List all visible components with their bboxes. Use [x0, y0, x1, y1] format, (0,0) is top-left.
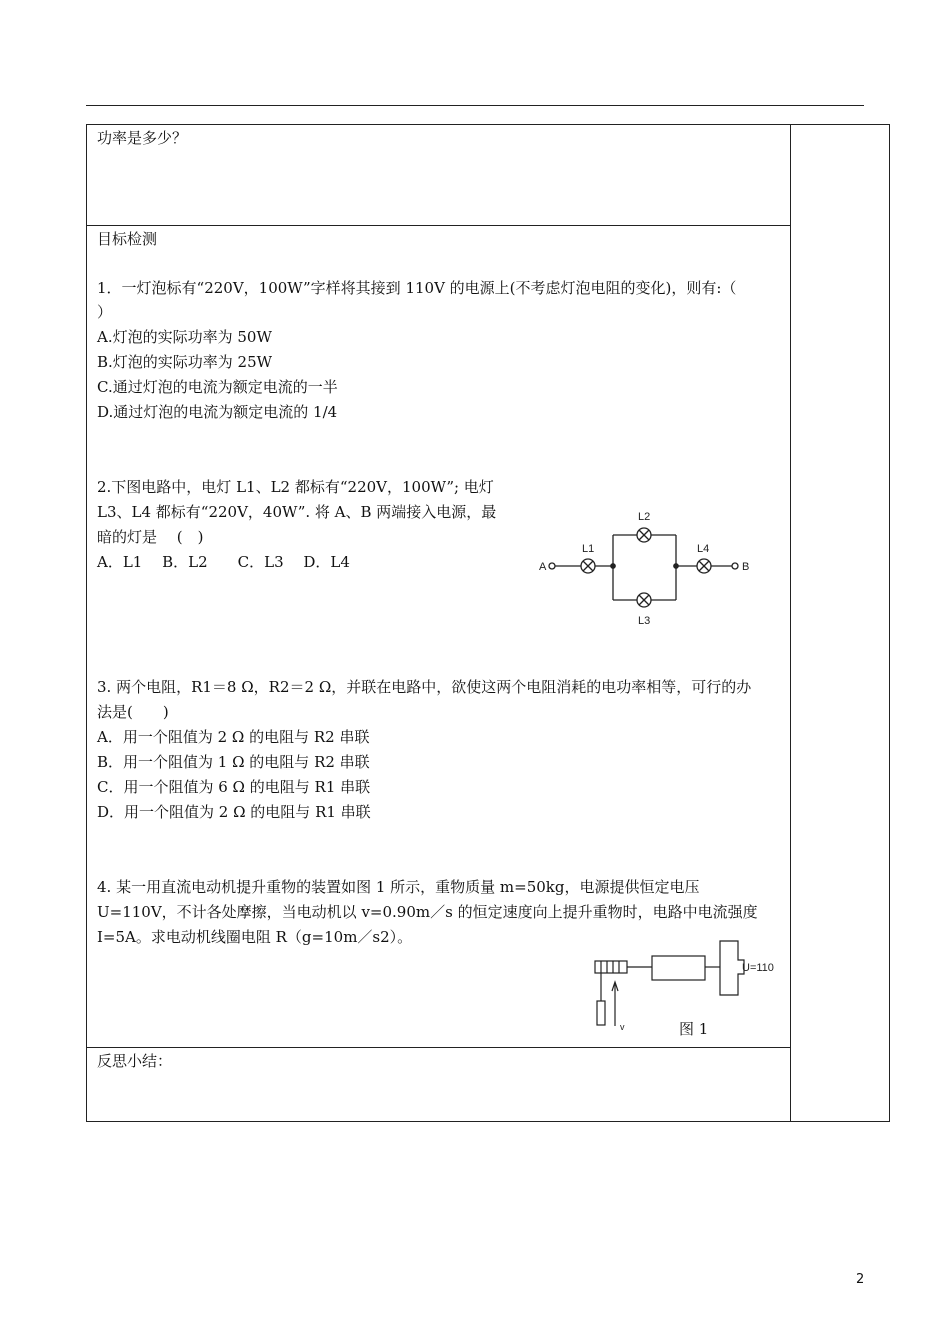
- row-divider: [87, 1047, 790, 1048]
- q4-stem: I=5A。求电动机线圈电阻 R（g=10m／s2）。: [97, 928, 413, 946]
- prev-question-tail: 功率是多少？: [97, 129, 188, 147]
- section-title-reflection: 反思小结：: [97, 1052, 173, 1070]
- q1-stem: 1．一灯泡标有“220V，100W”字样将其接到 110V 的电源上(不考虑灯泡电阻的变化)，则有:（: [97, 279, 737, 297]
- section-title-target-check: 目标检测: [97, 230, 158, 248]
- velocity-label: v: [620, 1022, 625, 1032]
- voltage-label: U=110: [742, 962, 774, 974]
- q2-stem: 2.下图电路中，电灯 L1、L2 都标有“220V，100W”; 电灯: [97, 478, 494, 496]
- lamp-l1-label: L1: [582, 543, 595, 555]
- terminal-a-label: A: [539, 561, 547, 573]
- figure-caption: 图 1: [679, 1020, 709, 1038]
- terminal-b-icon: [732, 563, 738, 569]
- page-number: 2: [856, 1272, 865, 1287]
- notes-column-divider: [790, 125, 791, 1121]
- lamp-l4-label: L4: [697, 543, 710, 555]
- q3-option-b: B．用一个阻值为 1 Ω 的电阻与 R2 串联: [97, 753, 370, 771]
- lamp-l2-label: L2: [638, 511, 651, 523]
- q3-stem-end: 法是( ): [97, 703, 169, 721]
- q1-option-b: B.灯泡的实际功率为 25W: [97, 353, 273, 371]
- q1-option-d: D.通过灯泡的电流为额定电流的 1/4: [97, 403, 338, 421]
- motor-body: [652, 956, 705, 980]
- worksheet-table: [86, 124, 890, 1122]
- q2-stem: L3、L4 都标有“220V，40W”. 将 A、B 两端接入电源，最: [97, 503, 497, 521]
- row-divider: [87, 225, 790, 226]
- winch-drum: [595, 961, 627, 973]
- q3-option-d: D．用一个阻值为 2 Ω 的电阻与 R1 串联: [97, 803, 371, 821]
- q2-circuit-diagram: [534, 500, 774, 630]
- q4-stem: 4. 某一用直流电动机提升重物的装置如图 1 所示，重物质量 m=50kg，电源提供恒定电压: [97, 878, 700, 896]
- q3-option-a: A．用一个阻值为 2 Ω 的电阻与 R2 串联: [97, 728, 370, 746]
- q4-stem: U=110V，不计各处摩擦，当电动机以 v=0.90m／s 的恒定速度向上提升重物时，电路中电流强度: [97, 903, 758, 921]
- header-rule: [86, 105, 864, 106]
- q3-option-c: C．用一个阻值为 6 Ω 的电阻与 R1 串联: [97, 778, 371, 796]
- q1-option-c: C.通过灯泡的电流为额定电流的一半: [97, 378, 338, 396]
- terminal-b-label: B: [742, 561, 750, 573]
- lamp-l3-label: L3: [638, 615, 651, 627]
- load-weight: [597, 1001, 605, 1025]
- q3-stem: 3. 两个电阻，R1＝8 Ω，R2＝2 Ω，并联在电路中，欲使这两个电阻消耗的电功率相等，可行的办: [97, 678, 752, 696]
- q1-option-a: A.灯泡的实际功率为 50W: [97, 328, 272, 346]
- terminal-a-icon: [549, 563, 555, 569]
- power-source-icon: [720, 941, 744, 995]
- q2-options: A．L1 B．L2 C．L3 D．L4: [97, 553, 350, 571]
- q2-stem: 暗的灯是 ( ): [97, 528, 204, 546]
- q1-stem-end: ）: [97, 303, 113, 321]
